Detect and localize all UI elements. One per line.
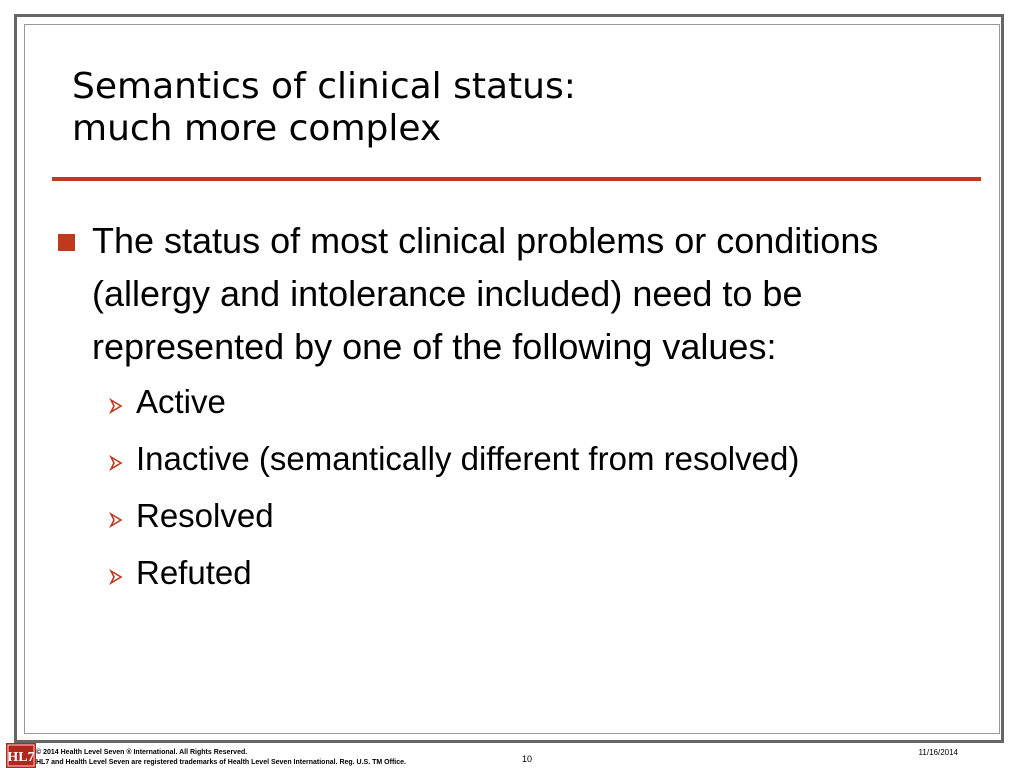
slide-body bbox=[58, 214, 978, 607]
slide-title-line-2: much more complex bbox=[72, 108, 442, 149]
sub-list-item bbox=[108, 550, 978, 607]
slide-footer bbox=[0, 743, 1024, 768]
copyright-line-2: HL7 and Health Level Seven are registered trademarks of Health Level Seven International. Reg. U.S. TM Office. bbox=[36, 759, 406, 766]
sub-list bbox=[108, 379, 978, 607]
sub-item-text: Active bbox=[136, 383, 226, 420]
bullet-text: The status of most clinical problems or conditions (allergy and intolerance included) need to be represented by one of the following values: bbox=[92, 220, 879, 367]
copyright-line-1: © 2014 Health Level Seven ® International. All Rights Reserved. bbox=[36, 749, 248, 756]
sub-list-item bbox=[108, 379, 978, 436]
bullet-item bbox=[58, 214, 978, 373]
arrow-bullet-icon bbox=[108, 397, 124, 415]
slide-title bbox=[72, 66, 952, 150]
slide-title-line-1: Semantics of clinical status: bbox=[72, 66, 576, 107]
hl7-logo bbox=[6, 743, 36, 768]
sub-item-text: Inactive (semantically different from resolved) bbox=[136, 440, 800, 477]
copyright-notice bbox=[36, 748, 406, 768]
arrow-bullet-icon bbox=[108, 511, 124, 529]
sub-item-text: Refuted bbox=[136, 554, 252, 591]
svg-text:HL7: HL7 bbox=[7, 750, 35, 765]
arrow-bullet-icon bbox=[108, 568, 124, 586]
sub-list-item bbox=[108, 493, 978, 550]
page-number: 10 bbox=[522, 754, 533, 764]
title-underline bbox=[52, 177, 981, 181]
slide-date: 11/16/2014 bbox=[918, 748, 958, 757]
sub-list-item bbox=[108, 436, 978, 493]
sub-item-text: Resolved bbox=[136, 497, 274, 534]
arrow-bullet-icon bbox=[108, 454, 124, 472]
square-bullet-icon bbox=[58, 234, 75, 251]
